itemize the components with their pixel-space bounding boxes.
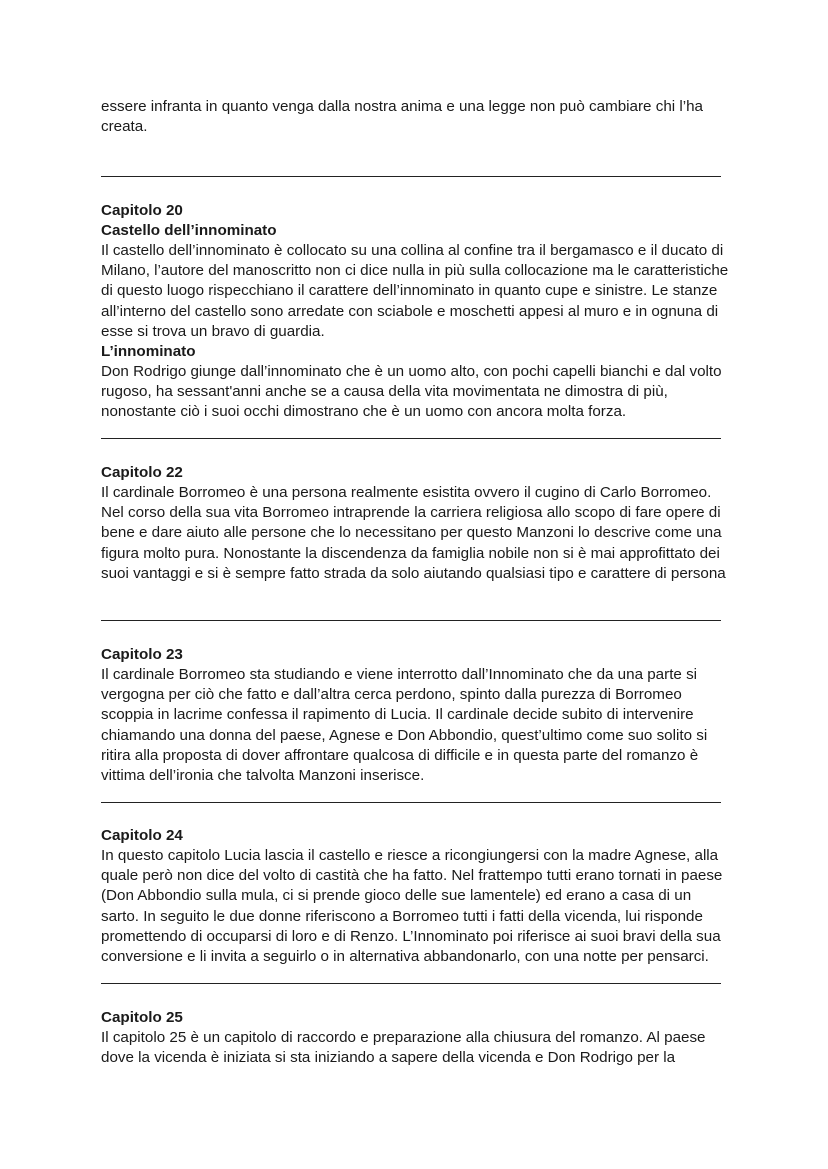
- intro-paragraph: essere infranta in quanto venga dalla nostra anima e una legge non può cambiare chi l’ha creata.: [101, 98, 703, 136]
- section-divider: [101, 176, 721, 177]
- section-paragraph: In questo capitolo Lucia lascia il castello e riesce a ricongiungersi con la madre Agnese, alla quale però non dice del volto di castità che ha fatto. Nel frattempo tutti erano tornati in paese (Don Abbondio sulla mula, ci si prende gioco delle sue lamentele) ed erano a casa di un sarto. In seguito le due donne riferiscono a Borromeo tutti i fatti della vicenda, lui risponde promettendo di occuparsi di loro e di Renzo. L’Innominato poi riferisce ai suoi bravi della sua conversione e li invita a seguirlo o in alternativa abbandonarlo, con una notte per pensarci.: [101, 847, 723, 966]
- section-paragraph: Il cardinale Borromeo è una persona realmente esistita ovvero il cugino di Carlo Borromeo. Nel corso della sua vita Borromeo intraprende la carriera religiosa allo scopo di fare opere di bene e dare aiuto alle persone che lo necessitano per questo Manzoni lo descrive come una figura molto pura. Nonostante la discendenza da famiglia nobile non si è mai approfittato dei suoi vantaggi e si è sempre fatto strada da solo aiutando qualsiasi tipo e carattere di persona: [101, 484, 726, 582]
- section-divider: [101, 620, 721, 621]
- subsection-heading: Castello dell’innominato: [101, 222, 277, 239]
- chapter-heading: Capitolo 20: [101, 202, 183, 219]
- section-divider: [101, 438, 721, 439]
- section-paragraph: Il castello dell’innominato è collocato su una collina al confine tra il bergamasco e il ducato di Milano, l’autore del manoscritto non ci dice nulla in più sulla collocazione ma le caratteristiche di questo luogo rispecchiano il carattere dell’innominato in quanto cupe e sinistre. Le stanze all’interno del castello sono arredate con sciabole e moschetti appesi al muro e in ognuna di esse si trova un bravo di guardia.: [101, 242, 729, 340]
- section-paragraph: Il capitolo 25 è un capitolo di raccordo e preparazione alla chiusura del romanzo. Al paese dove la vicenda è iniziata si sta iniziando a sapere della vicenda e Don Rodrigo per la: [101, 1029, 706, 1067]
- section-divider: [101, 983, 721, 984]
- subsection-heading: L’innominato: [101, 343, 196, 360]
- section-paragraph: Il cardinale Borromeo sta studiando e viene interrotto dall’Innominato che da una parte si vergogna per ciò che fatto e dall’altra cerca perdono, spinto dalla purezza di Borromeo scoppia in lacrime confessa il rapimento di Lucia. Il cardinale decide subito di intervenire chiamando una donna del paese, Agnese e Don Abbondio, quest’ultimo come suo solito si ritira alla proposta di dover affrontare qualcosa di difficile e in questa parte del romanzo è vittima dell’ironia che talvolta Manzoni inserisce.: [101, 666, 708, 785]
- section-paragraph: Don Rodrigo giunge dall’innominato che è un uomo alto, con pochi capelli bianchi e dal volto rugoso, ha sessant'anni anche se a causa della vita movimentata ne dimostra di più, nonostante ciò i suoi occhi dimostrano che è un uomo con ancora molta forza.: [101, 363, 722, 421]
- section-divider: [101, 802, 721, 803]
- chapter-heading: Capitolo 22: [101, 464, 183, 481]
- chapter-heading: Capitolo 23: [101, 646, 183, 663]
- chapter-heading: Capitolo 24: [101, 827, 183, 844]
- chapter-heading: Capitolo 25: [101, 1009, 183, 1026]
